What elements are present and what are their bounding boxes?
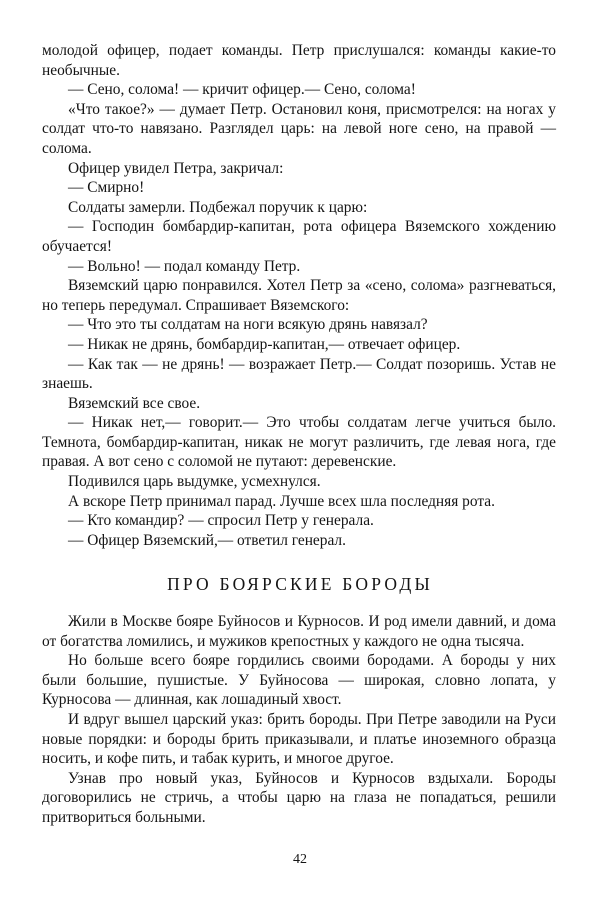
story-boyar-beards <box>42 612 556 828</box>
paragraph: Вяземский царю понравился. Хотел Петр за «сено, солома» разгневаться, но теперь передумал. Спрашивает Вяземского: <box>42 277 556 314</box>
page-number: 42 <box>293 852 307 867</box>
chapter-heading: ПРО БОЯРСКИЕ БОРОДЫ <box>167 574 433 594</box>
paragraph: Но больше всего бояре гордились своими бородами. А бороды у них были большие, пушистые. У Буйносова — широкая, словно лопата, у Курносова — длинная, как лошадиный хвост. <box>42 652 556 709</box>
paragraph: — Что это ты солдатам на ноги всякую дрянь навязал? <box>68 316 428 334</box>
paragraph: Узнав про новый указ, Буйносов и Курносов вздыхали. Бороды договорились не стричь, а чтобы царю на глаза не попадаться, решили притвориться больными. <box>42 769 556 826</box>
paragraph: Офицер увидел Петра, закричал: <box>68 159 284 177</box>
paragraph: Подивился царь выдумке, усмехнулся. <box>68 473 321 491</box>
paragraph: «Что такое?» — думает Петр. Остановил коня, присмотрелся: на ногах у солдат что-то навязано. Разглядел царь: на левой ноге сено, на правой — солома. <box>42 100 556 157</box>
paragraph: — Кто командир? — спросил Петр у генерала. <box>68 512 374 530</box>
story-continuation <box>42 41 556 550</box>
paragraph: — Как так — не дрянь! — возражает Петр.— Солдат позоришь. Устав не знаешь. <box>42 355 556 393</box>
paragraph: Солдаты замерли. Подбежал поручик к царю: <box>68 198 368 216</box>
paragraph: — Никак не дрянь, бомбардир-капитан,— отвечает офицер. <box>68 335 461 353</box>
paragraph: — Смирно! <box>68 179 145 197</box>
paragraph: И вдруг вышел царский указ: брить бороды. При Петре заводили на Руси новые порядки: и бороды брить приказывали, и платье иноземного образца носить, и кофе пить, и табак курить, и многое другое. <box>42 710 556 768</box>
paragraph: Вяземский все свое. <box>68 394 201 412</box>
paragraph: — Офицер Вяземский,— ответил генерал. <box>68 531 346 549</box>
paragraph: — Никак нет,— говорит.— Это чтобы солдатам легче учиться было. Темнота, бомбардир-капитан, никак не могут различить, где левая нога, где правая. А вот сено с соломой не путают: деревенские. <box>42 414 556 471</box>
paragraph: — Вольно! — подал команду Петр. <box>68 257 301 275</box>
paragraph: — Сено, солома! — кричит офицер.— Сено, солома! <box>68 81 416 99</box>
paragraph: молодой офицер, подает команды. Петр прислушался: команды какие-то необычные. <box>42 42 556 79</box>
paragraph: А вскоре Петр принимал парад. Лучше всех шла последняя рота. <box>68 492 495 510</box>
paragraph: — Господин бомбардир-капитан, рота офицера Вяземского хождению обучается! <box>42 218 556 255</box>
paragraph: Жили в Москве бояре Буйносов и Курносов. И род имели давний, и дома от богатства ломились, и мужиков крепостных у каждого не одна тысяча. <box>42 613 556 650</box>
